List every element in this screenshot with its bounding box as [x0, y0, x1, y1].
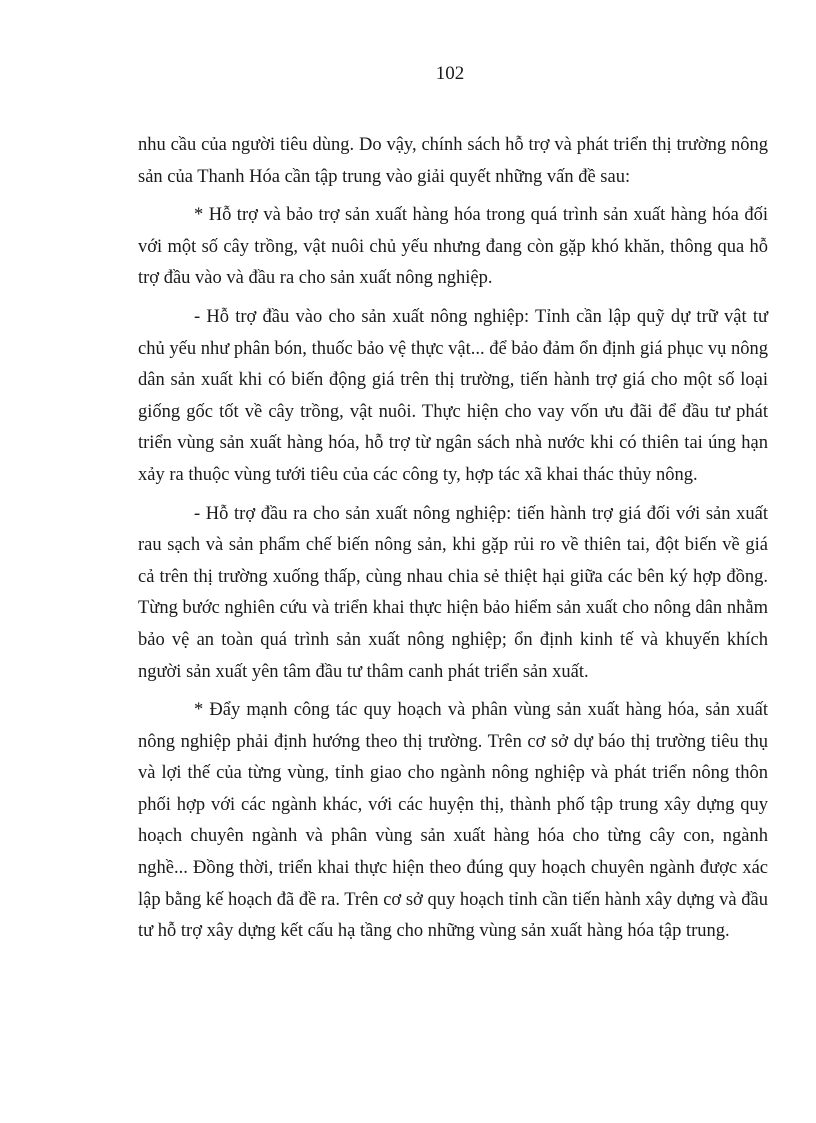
body-text [138, 130, 768, 955]
page-number: 102 [435, 63, 465, 84]
paragraph-planning-zoning: * Đẩy mạnh công tác quy hoạch và phân vùng sản xuất hàng hóa, sản xuất nông nghiệp phải định hướng theo thị trường. Trên cơ sở dự báo thị trường tiêu thụ và lợi thế của từng vùng, tỉnh giao cho ngành nông nghiệp và phát triển nông thôn phối hợp với các ngành khác, với các huyện thị, thành phố tập trung xây dựng quy hoạch chuyên ngành và phân vùng sản xuất hàng hóa cho từng cây con, ngành nghề... Đồng thời, triển khai thực hiện theo đúng quy hoạch chuyên ngành được xác lập bằng kế hoạch đã đề ra. Trên cơ sở quy hoạch tỉnh cần tiến hành xây dựng và đầu tư hỗ trợ xây dựng kết cấu hạ tầng cho những vùng sản xuất hàng hóa tập trung. [138, 700, 768, 942]
paragraph-intro-continuation: nhu cầu của người tiêu dùng. Do vậy, chính sách hỗ trợ và phát triển thị trường nông sản của Thanh Hóa cần tập trung vào giải quyết những vấn đề sau: [138, 135, 768, 187]
paragraph-support-production: * Hỗ trợ và bảo trợ sản xuất hàng hóa trong quá trình sản xuất hàng hóa đối với một số cây trồng, vật nuôi chủ yếu nhưng đang còn gặp khó khăn, thông qua hỗ trợ đầu vào và đầu ra cho sản xuất nông nghiệp. [138, 205, 768, 289]
paragraph-output-support: - Hỗ trợ đầu ra cho sản xuất nông nghiệp: tiến hành trợ giá đối với sản xuất rau sạch và sản phẩm chế biến nông sản, khi gặp rủi ro về thiên tai, đột biến về giá cả trên thị trường xuống thấp, cùng nhau chia sẻ thiệt hại giữa các bên ký hợp đồng. Từng bước nghiên cứu và triển khai thực hiện bảo hiểm sản xuất cho nông dân nhằm bảo vệ an toàn quá trình sản xuất nông nghiệp; ổn định kinh tế và khuyến khích người sản xuất yên tâm đầu tư thâm canh phát triển sản xuất. [138, 503, 768, 682]
paragraph-input-support: - Hỗ trợ đầu vào cho sản xuất nông nghiệp: Tỉnh cần lập quỹ dự trữ vật tư chủ yếu như phân bón, thuốc bảo vệ thực vật... để bảo đảm ổn định giá phục vụ nông dân sản xuất khi có biến động giá trên thị trường, tiến hành trợ giá cho một số loại giống gốc tốt về cây trồng, vật nuôi. Thực hiện cho vay vốn ưu đãi để đầu tư phát triển vùng sản xuất hàng hóa, hỗ trợ từ ngân sách nhà nước khi có thiên tai úng hạn xảy ra thuộc vùng tưới tiêu của các công ty, hợp tác xã khai thác thủy nông. [138, 306, 768, 485]
